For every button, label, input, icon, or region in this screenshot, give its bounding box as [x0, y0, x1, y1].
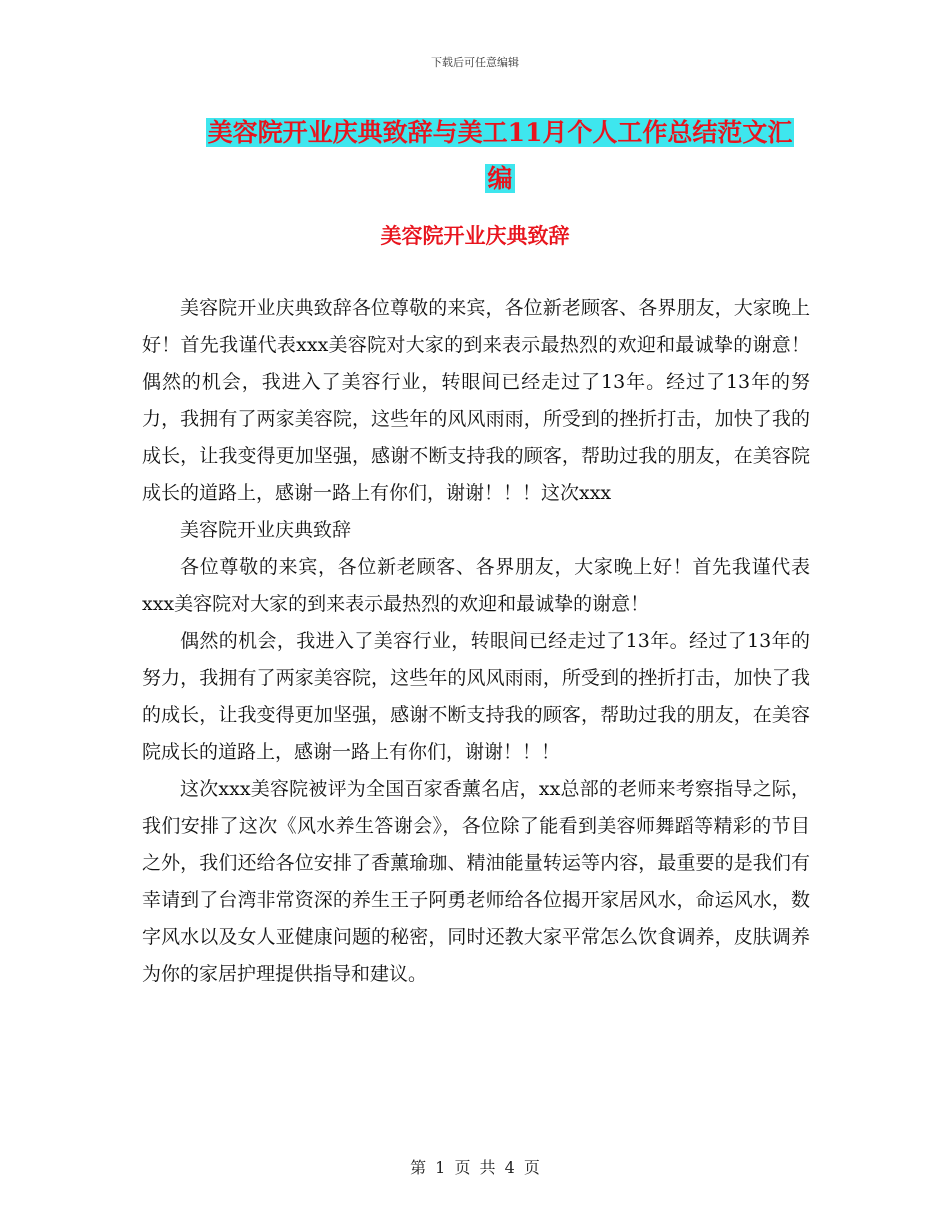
- body-paragraph: 美容院开业庆典致辞各位尊敬的来宾，各位新老顾客、各界朋友，大家晚上好！首先我谨代表xxx美容院对大家的到来表示最热烈的欢迎和最诚挚的谢意！偶然的机会，我进入了美容行业，转眼间已经走过了13年。经过了13年的努力，我拥有了两家美容院，这些年的风风雨雨，所受到的挫折打击，加快了我的成长，让我变得更加坚强，感谢不断支持我的顾客，帮助过我的朋友，在美容院成长的道路上，感谢一路上有你们，谢谢！！！这次xxx: [142, 297, 810, 504]
- section-heading: 美容院开业庆典致辞: [380, 223, 570, 248]
- page-number: 第 1 页 共 4 页: [410, 1158, 540, 1177]
- body-paragraph: 偶然的机会，我进入了美容行业，转眼间已经走过了13年。经过了13年的努力，我拥有了两家美容院，这些年的风风雨雨，所受到的挫折打击，加快了我的成长，让我变得更加坚强，感谢不断支持我的顾客，帮助过我的朋友，在美容院成长的道路上，感谢一路上有你们，谢谢！！！: [142, 630, 810, 763]
- document-title: [180, 110, 820, 202]
- body-paragraph: 各位尊敬的来宾，各位新老顾客、各界朋友，大家晚上好！首先我谨代表xxx美容院对大家的到来表示最热烈的欢迎和最诚挚的谢意！: [142, 556, 810, 615]
- document-title-line-1: 美容院开业庆典致辞与美工11月个人工作总结范文汇: [207, 118, 793, 147]
- header-note: 下载后可任意编辑: [431, 56, 519, 69]
- body-paragraph: 这次xxx美容院被评为全国百家香薰名店，xx总部的老师来考察指导之际，我们安排了这次《风水养生答谢会》，各位除了能看到美容师舞蹈等精彩的节目之外，我们还给各位安排了香薰瑜珈、精油能量转运等内容，最重要的是我们有幸请到了台湾非常资深的养生王子阿勇老师给各位揭开家居风水，命运风水，数字风水以及女人亚健康问题的秘密，同时还教大家平常怎么饮食调养，皮肤调养为你的家居护理提供指导和建议。: [142, 778, 810, 985]
- document-title-line-2: 编: [487, 164, 513, 193]
- body-paragraph: 美容院开业庆典致辞: [180, 519, 352, 541]
- document-body: [142, 290, 810, 993]
